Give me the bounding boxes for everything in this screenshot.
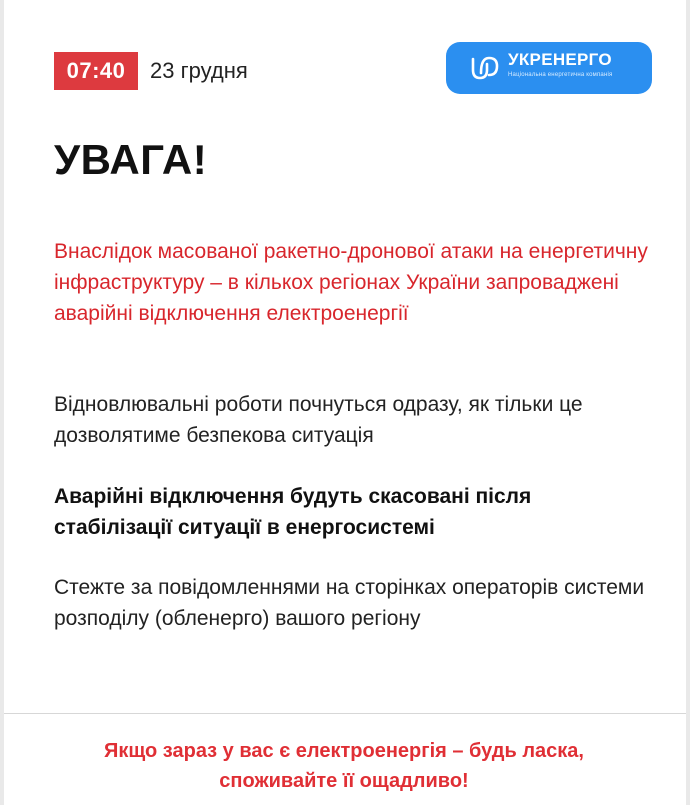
logo-name: УКРЕНЕРГО xyxy=(508,50,612,69)
date-label: 23 грудня xyxy=(150,58,248,83)
announcement-card xyxy=(4,0,686,805)
cancellation-text: Аварійні відключення будуть скасовані після стабілізації ситуації в енергосистемі xyxy=(54,485,532,539)
ukrenergo-logo xyxy=(446,42,652,94)
restoration-text: Відновлювальні роботи почнуться одразу, як тільки це дозволятиме безпекова ситуація xyxy=(54,393,583,447)
logo-subtitle: Національна енергетична компанія xyxy=(508,72,613,78)
ukrenergo-logo-icon xyxy=(470,55,500,81)
divider xyxy=(4,713,686,714)
footer-appeal xyxy=(34,736,654,796)
outage-notice-text: Внаслідок масованої ракетно-дронової атаки на енергетичну інфраструктуру – в кількох регіонах України запроваджені аварійні відключення електроенергії xyxy=(54,240,648,325)
time-badge: 07:40 xyxy=(54,52,138,90)
footer-line-2: споживайте її ощадливо! xyxy=(219,770,469,792)
footer-line-1: Якщо зараз у вас є електроенергія – будь ласка, xyxy=(104,740,584,762)
follow-updates-text: Стежте за повідомленнями на сторінках операторів системи розподілу (обленерго) вашого регіону xyxy=(54,576,645,630)
header xyxy=(54,48,654,96)
page-title: УВАГА! xyxy=(54,136,208,183)
